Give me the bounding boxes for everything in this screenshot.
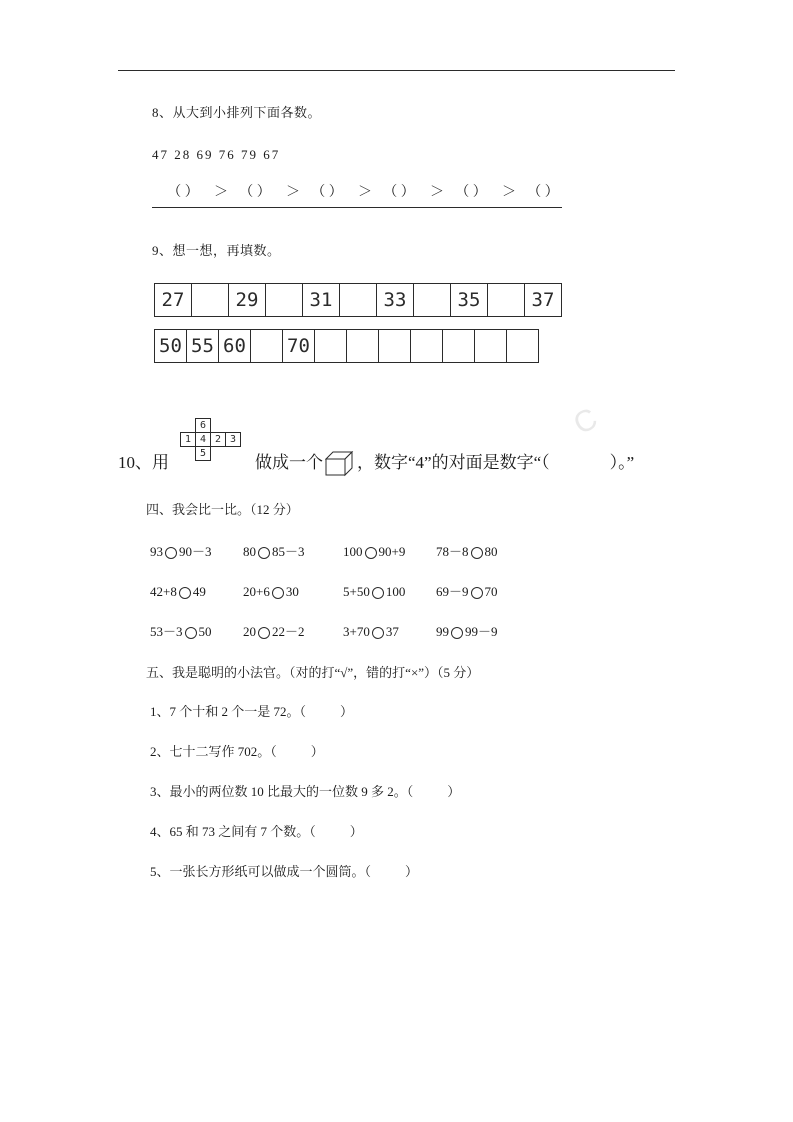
grid-cell[interactable]: 50: [155, 330, 187, 363]
compare-item[interactable]: [343, 622, 436, 642]
compare-row: [150, 582, 529, 602]
compare-item[interactable]: [150, 582, 243, 602]
item-close: ）: [349, 824, 363, 839]
net-cell-empty: [211, 419, 226, 433]
true-false-item: [150, 742, 324, 762]
question-8-numbers: 47 28 69 76 79 67: [152, 147, 281, 162]
net-cell-empty: [226, 419, 241, 433]
watermark: C: [568, 401, 603, 442]
compare-left: 42+8: [150, 584, 177, 599]
compare-item[interactable]: [343, 582, 436, 602]
compare-circle[interactable]: [471, 547, 483, 559]
question-10-prefix: 10、用: [118, 453, 169, 472]
grid-cell[interactable]: 37: [525, 284, 562, 317]
compare-right: 37: [385, 624, 399, 639]
grid-cell[interactable]: 70: [283, 330, 315, 363]
table-row: [181, 433, 241, 447]
compare-right: 49: [192, 584, 206, 599]
compare-left: 100: [343, 544, 363, 559]
compare-circle[interactable]: [272, 587, 284, 599]
grid-cell[interactable]: 29: [229, 284, 266, 317]
item-text: 3、最小的两位数 10 比最大的一位数 9 多 2。（: [150, 784, 414, 799]
compare-circle[interactable]: [165, 547, 177, 559]
compare-circle[interactable]: [179, 587, 191, 599]
grid-cell[interactable]: [379, 330, 411, 363]
grid-cell[interactable]: [507, 330, 539, 363]
compare-item[interactable]: [343, 542, 436, 562]
item-text: 1、7 个十和 2 个一是 72。（: [150, 704, 307, 719]
number-sequence-grid-1[interactable]: [154, 283, 562, 317]
greater-than-symbol: ＞: [502, 185, 516, 200]
compare-circle[interactable]: [365, 547, 377, 559]
greater-than-symbol: ＞: [358, 185, 372, 200]
compare-circle[interactable]: [471, 587, 483, 599]
section-5-title: 五、我是聪明的小法官。（对的打“√”，错的打“×”）（5 分）: [146, 665, 480, 680]
answer-blank[interactable]: （ ）: [239, 185, 271, 200]
question-8-answer-line[interactable]: [152, 182, 562, 208]
question-10-line: [118, 450, 634, 477]
net-cell-face: 6: [196, 419, 211, 433]
grid-cell[interactable]: [475, 330, 507, 363]
answer-blank[interactable]: （ ）: [455, 185, 487, 200]
net-cell-face: 5: [196, 447, 211, 461]
grid-cell[interactable]: [488, 284, 525, 317]
grid-cell[interactable]: [340, 284, 377, 317]
net-cell-face: 1: [181, 433, 196, 447]
cube-icon: [325, 451, 355, 477]
compare-right: 22－2: [272, 624, 305, 639]
compare-right: 90+9: [378, 544, 406, 559]
grid-cell[interactable]: [347, 330, 379, 363]
compare-circle[interactable]: [372, 587, 384, 599]
answer-blank[interactable]: （ ）: [527, 185, 559, 200]
question-10-middle: 做成一个: [255, 453, 323, 472]
grid-cell[interactable]: [192, 284, 229, 317]
question-9-title: 9、想一想，再填数。: [152, 243, 281, 258]
compare-item[interactable]: [436, 622, 529, 642]
answer-blank[interactable]: （ ）: [167, 185, 199, 200]
item-text: 5、一张长方形纸可以做成一个圆筒。（: [150, 864, 372, 879]
table-row: [155, 284, 562, 317]
grid-cell[interactable]: 55: [187, 330, 219, 363]
compare-row: [150, 542, 529, 562]
net-cell-face: 3: [226, 433, 241, 447]
header-rule: [118, 70, 675, 71]
item-close: ）: [310, 744, 324, 759]
section-4-title: 四、我会比一比。（12 分）: [146, 502, 299, 517]
compare-left: 93: [150, 544, 163, 559]
table-row: [155, 330, 539, 363]
grid-cell[interactable]: 33: [377, 284, 414, 317]
grid-cell[interactable]: [411, 330, 443, 363]
grid-cell[interactable]: [251, 330, 283, 363]
compare-left: 69－9: [436, 584, 469, 599]
compare-item[interactable]: [243, 622, 343, 642]
grid-cell[interactable]: [414, 284, 451, 317]
compare-left: 78－8: [436, 544, 469, 559]
compare-circle[interactable]: [185, 627, 197, 639]
true-false-item: [150, 702, 353, 722]
compare-left: 20+6: [243, 584, 270, 599]
compare-circle[interactable]: [258, 547, 270, 559]
compare-item[interactable]: [436, 582, 529, 602]
compare-left: 20: [243, 624, 256, 639]
greater-than-symbol: ＞: [286, 185, 300, 200]
compare-right: 99－9: [465, 624, 498, 639]
net-cell-empty: [181, 419, 196, 433]
greater-than-symbol: ＞: [430, 185, 444, 200]
answer-blank[interactable]: （ ）: [311, 185, 343, 200]
item-close: ）: [447, 784, 461, 799]
compare-right: 30: [285, 584, 299, 599]
compare-right: 100: [385, 584, 406, 599]
greater-than-symbol: ＞: [214, 185, 228, 200]
compare-circle[interactable]: [372, 627, 384, 639]
compare-right: 70: [484, 584, 498, 599]
compare-circle[interactable]: [258, 627, 270, 639]
compare-item[interactable]: [243, 582, 343, 602]
item-text: 4、65 和 73 之间有 7 个数。（: [150, 824, 316, 839]
table-row: [181, 419, 241, 433]
true-false-item: [150, 782, 460, 802]
grid-cell[interactable]: 27: [155, 284, 192, 317]
compare-right: 80: [484, 544, 498, 559]
item-text: 2、七十二写作 702。（: [150, 744, 277, 759]
compare-circle[interactable]: [451, 627, 463, 639]
grid-cell[interactable]: 35: [451, 284, 488, 317]
true-false-item: [150, 862, 418, 882]
net-cell-face: 2: [211, 433, 226, 447]
compare-left: 99: [436, 624, 449, 639]
compare-left: 80: [243, 544, 256, 559]
item-close: ）: [405, 864, 419, 879]
question-10-end: ）。”: [609, 453, 635, 472]
compare-left: 53－3: [150, 624, 183, 639]
compare-left: 3+70: [343, 624, 370, 639]
question-10-suffix: ，数字“4”的对面是数字“（: [357, 453, 550, 472]
compare-item[interactable]: [243, 542, 343, 562]
compare-right: 85－3: [272, 544, 305, 559]
net-cell-face: 4: [196, 433, 211, 447]
grid-cell[interactable]: [443, 330, 475, 363]
question-8-title: 8、从大到小排列下面各数。: [152, 105, 322, 120]
compare-item[interactable]: [150, 542, 243, 562]
grid-cell[interactable]: [266, 284, 303, 317]
compare-right: 90－3: [179, 544, 212, 559]
answer-blank[interactable]: （ ）: [383, 185, 415, 200]
true-false-item: [150, 822, 363, 842]
number-sequence-grid-2[interactable]: [154, 329, 539, 363]
grid-cell[interactable]: 31: [303, 284, 340, 317]
compare-left: 5+50: [343, 584, 370, 599]
grid-cell[interactable]: 60: [219, 330, 251, 363]
grid-cell[interactable]: [315, 330, 347, 363]
compare-item[interactable]: [436, 542, 529, 562]
compare-row: [150, 622, 529, 642]
item-close: ）: [340, 704, 354, 719]
compare-right: 50: [198, 624, 212, 639]
compare-item[interactable]: [150, 622, 243, 642]
